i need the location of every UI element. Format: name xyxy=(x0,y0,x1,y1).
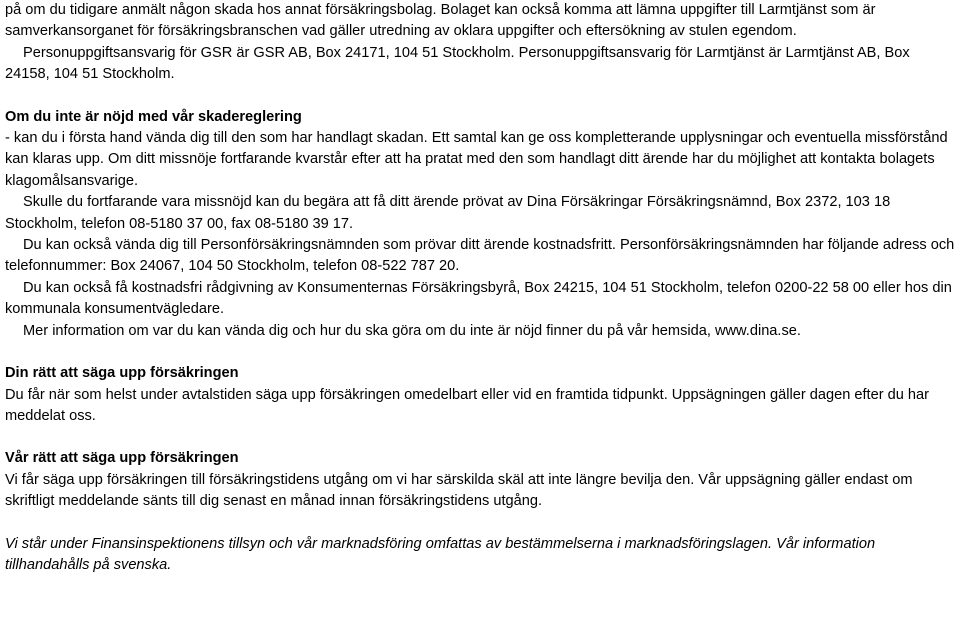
cancel-insurer-paragraph: Vi får säga upp försäkringen till försäkringstidens utgång om vi har särskilda skäl att inte längre bevilja den. Vår uppsägning gäller endast om skriftligt meddelande sänts till dig senast en månad innan försäkringstidens utgång. xyxy=(5,471,913,510)
supervision-footer: Vi står under Finansinspektionens tillsyn och vår marknadsföring omfattas av bestämmelserna i marknadsföringslagen. Vår information tillhandahålls på svenska. xyxy=(5,535,876,573)
cancel-insurer-heading: Vår rätt att säga upp försäkringen xyxy=(5,450,239,467)
complaints-paragraph-2: Skulle du fortfarande vara missnöjd kan du begära att få ditt ärende prövat av Dina Försäkringar Försäkringsnämnd, Box 2372, 103 18 Stockholm, telefon 08-5180 37 00, fax 08-5180 39 17. xyxy=(5,194,891,232)
personal-data-paragraph: Personuppgiftsansvarig för GSR är GSR AB, Box 24171, 104 51 Stockholm. Personuppgiftsansvarig för Larmtjänst är Larmtjänst AB, Box 24158, 104 51 Stockholm. xyxy=(5,44,910,83)
complaints-paragraph-5: Mer information om var du kan vända dig och hur du ska göra om du inte är nöjd finner du på vår hemsida, www.dina.se. xyxy=(23,322,801,339)
intro-paragraph: på om du tidigare anmält någon skada hos annat försäkringsbolag. Bolaget kan också komma att lämna uppgifter till Larmtjänst som är samverkansorganet för försäkringsbranschen vad gäller utredning av oklara uppgifter och eftersökning av stulen egendom. xyxy=(5,2,876,40)
cancel-own-heading: Din rätt att säga upp försäkringen xyxy=(5,365,239,382)
complaints-heading: Om du inte är nöjd med vår skadereglering xyxy=(5,108,302,125)
document-page xyxy=(5,0,957,576)
cancel-own-paragraph: Du får när som helst under avtalstiden säga upp försäkringen omedelbart eller vid en framtida tidpunkt. Uppsägningen gäller dagen efter du har meddelat oss. xyxy=(5,386,930,424)
complaints-paragraph-3: Du kan också vända dig till Personförsäkringsnämnden som prövar ditt ärende kostnadsfritt. Personförsäkringsnämnden har följande adress och telefonnummer: Box 24067, 104 50 Stockholm, telefon 08-522 787 20. xyxy=(5,237,955,275)
complaints-paragraph-4: Du kan också få kostnadsfri rådgivning av Konsumenternas Försäkringsbyrå, Box 24215, 104 51 Stockholm, telefon 0200-22 58 00 eller hos din kommunala konsumentvägledare. xyxy=(5,279,952,318)
complaints-paragraph-1: - kan du i första hand vända dig till den som har handlagt skadan. Ett samtal kan ge oss kompletterande upplysningar och eventuella missförstånd kan klaras upp. Om ditt missnöje fortfarande kvarstår efter att ha pratat med den som handlagt ditt ärende har du möjlighet att kontakta bolagets klagomålsansvarige. xyxy=(5,130,948,189)
